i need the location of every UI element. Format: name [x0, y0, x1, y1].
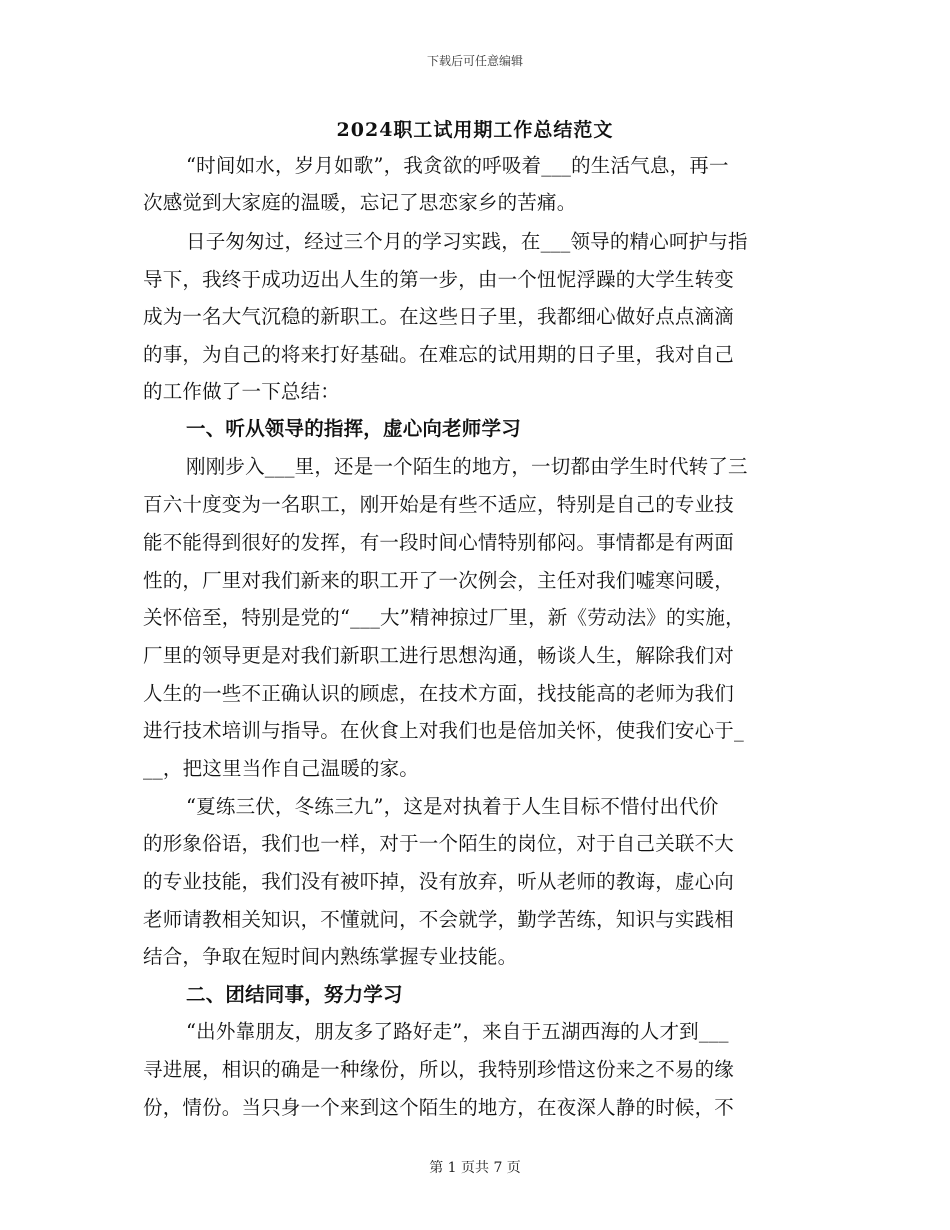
- section-heading: 二、团结同事，努力学习: [186, 983, 403, 1006]
- section-heading: 一、听从领导的指挥，虚心向老师学习: [186, 417, 521, 440]
- body-line: 的工作做了一下总结：: [143, 380, 341, 403]
- body-line: 的专业技能，我们没有被吓掉，没有放弃，听从老师的教诲，虚心向: [143, 870, 735, 893]
- body-line: “出外靠朋友，朋友多了路好走”，来自于五湖西海的人才到___: [186, 1020, 729, 1043]
- body-line: 寻进展，相识的确是一种缘份，所以，我特别珍惜这份来之不易的缘: [143, 1058, 735, 1081]
- body-line: 份，情份。当只身一个来到这个陌生的地方，在夜深人静的时候，不: [143, 1096, 735, 1119]
- body-line: “时间如水，岁月如歌”，我贪欲的呼吸着___的生活气息，再一: [186, 154, 729, 177]
- body-line: 次感觉到大家庭的温暖，忘记了思恋家乡的苦痛。: [143, 191, 577, 214]
- body-line: “夏练三伏，冬练三九”，这是对执着于人生目标不惜付出代价: [186, 795, 719, 818]
- body-line: 进行技术培训与指导。在伙食上对我们也是倍加关怀，使我们安心于_: [143, 719, 744, 742]
- body-line: 老师请教相关知识，不懂就问，不会就学，勤学苦练，知识与实践相: [143, 908, 735, 931]
- body-line: 百六十度变为一名职工，刚开始是有些不适应，特别是自己的专业技: [143, 493, 735, 516]
- body-line: __，把这里当作自己温暖的家。: [143, 757, 420, 780]
- body-line: 人生的一些不正确认识的顾虑，在技术方面，找技能高的老师为我们: [143, 682, 735, 705]
- body-line: 性的，厂里对我们新来的职工开了一次例会，主任对我们嘘寒问暖，: [143, 569, 735, 592]
- document-title: 2024职工试用期工作总结范文: [336, 119, 614, 141]
- body-line: 厂里的领导更是对我们新职工进行思想沟通，畅谈人生，解除我们对: [143, 644, 735, 667]
- page-header-note: 下载后可任意编辑: [426, 54, 523, 68]
- body-line: 导下，我终于成功迈出人生的第一步，由一个忸怩浮躁的大学生转变: [143, 268, 735, 291]
- body-line: 能不能得到很好的发挥，有一段时间心情特别郁闷。事情都是有两面: [143, 531, 735, 554]
- body-line: 日子匆匆过，经过三个月的学习实践，在___领导的精心呵护与指: [186, 230, 748, 253]
- body-line: 结合，争取在短时间内熟练掌握专业技能。: [143, 945, 518, 968]
- body-line: 刚刚步入___里，还是一个陌生的地方，一切都由学生时代转了三: [186, 455, 748, 478]
- body-line: 关怀倍至，特别是党的“___大”精神掠过厂里，新《劳动法》的实施，: [143, 606, 745, 629]
- page-number: 第 1 页共 7 页: [429, 1160, 521, 1176]
- body-line: 成为一名大气沉稳的新职工。在这些日子里，我都细心做好点点滴滴: [143, 305, 735, 328]
- body-line: 的事，为自己的将来打好基础。在难忘的试用期的日子里，我对自己: [143, 343, 735, 366]
- body-line: 的形象俗语，我们也一样，对于一个陌生的岗位，对于自己关联不大: [143, 832, 735, 855]
